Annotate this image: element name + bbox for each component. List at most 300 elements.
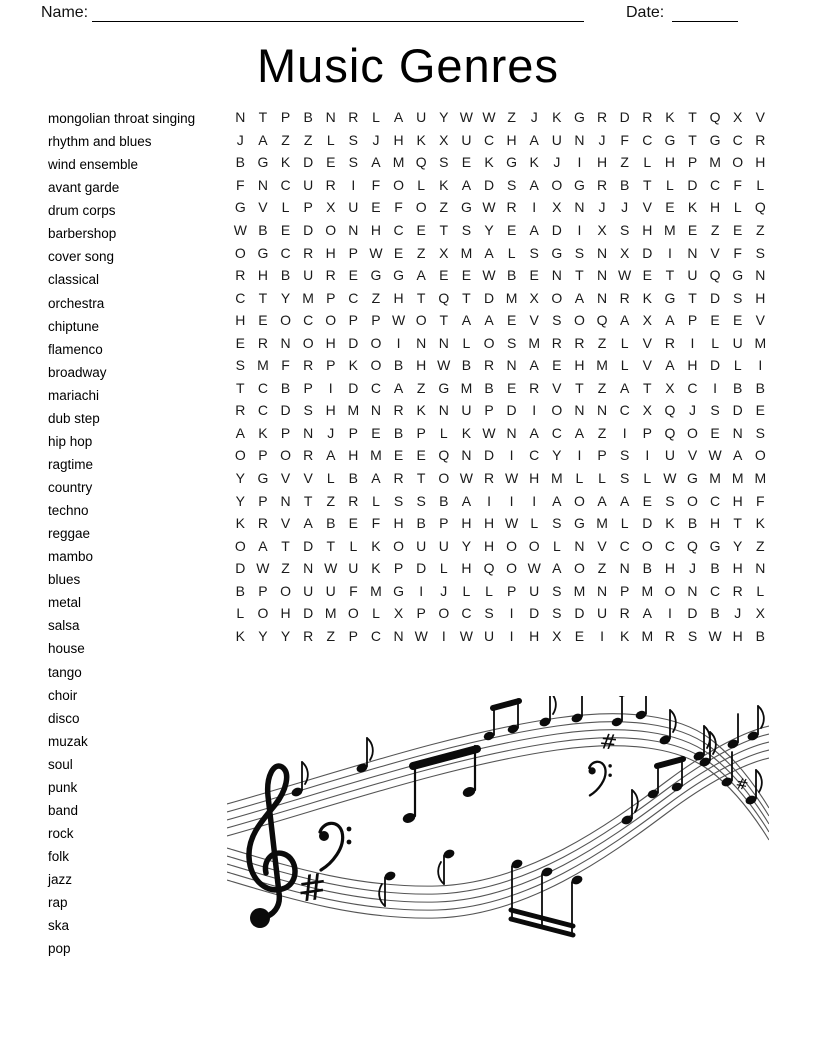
grid-cell: K: [348, 357, 359, 374]
grid-cell: B: [506, 267, 517, 284]
grid-cell: H: [529, 470, 540, 487]
grid-cell: R: [619, 605, 630, 622]
grid-cell: A: [665, 357, 675, 374]
grid-cell: T: [416, 470, 426, 487]
grid-cell: J: [440, 582, 448, 599]
grid-cell: Z: [597, 560, 607, 577]
grid-cell: Q: [483, 560, 495, 577]
word-item: wind ensemble: [48, 157, 139, 173]
grid-cell: R: [393, 470, 404, 487]
grid-cell: V: [755, 109, 765, 126]
grid-cell: R: [574, 334, 585, 351]
grid-cell: M: [528, 334, 541, 351]
grid-cell: M: [754, 334, 767, 351]
grid-cell: T: [258, 109, 268, 126]
grid-cell: P: [303, 379, 313, 396]
grid-cell: U: [438, 537, 449, 554]
word-item: hip hop: [48, 433, 93, 449]
grid-cell: R: [551, 334, 562, 351]
grid-cell: Q: [687, 537, 698, 554]
grid-cell: O: [347, 605, 359, 622]
grid-cell: C: [687, 379, 698, 396]
grid-cell: U: [529, 582, 540, 599]
grid-cell: E: [326, 154, 336, 171]
grid-cell: N: [235, 109, 246, 126]
grid-cell: X: [665, 379, 675, 396]
grid-cell: B: [710, 560, 720, 577]
grid-cell: E: [733, 312, 743, 329]
grid-cell: C: [303, 312, 314, 329]
grid-cell: E: [258, 312, 268, 329]
grid-cell: S: [619, 222, 630, 238]
grid-cell: F: [349, 582, 358, 599]
grid-cell: E: [393, 447, 404, 464]
grid-cell: O: [302, 334, 314, 351]
grid-cell: K: [416, 402, 426, 419]
grid-cell: W: [527, 560, 541, 577]
grid-cell: H: [370, 222, 382, 238]
grid-cell: T: [575, 379, 584, 396]
word-item: dub step: [48, 410, 100, 426]
grid-cell: N: [303, 424, 314, 441]
grid-cell: P: [280, 109, 291, 126]
grid-cell: R: [506, 199, 517, 216]
word-item: mariachi: [48, 387, 100, 403]
grid-cell: X: [439, 244, 449, 261]
grid-cell: F: [281, 357, 290, 374]
grid-cell: P: [258, 492, 268, 509]
grid-cell: H: [416, 357, 427, 374]
grid-cell: E: [755, 402, 765, 419]
grid-cell: A: [552, 560, 562, 577]
grid-cell: V: [258, 199, 268, 216]
grid-cell: Z: [371, 289, 381, 306]
grid-cell: O: [687, 492, 698, 509]
grid-cell: S: [393, 492, 404, 509]
grid-cell: O: [438, 605, 450, 622]
grid-cell: T: [642, 379, 652, 396]
grid-cell: A: [529, 424, 539, 441]
grid-cell: Q: [664, 402, 676, 419]
grid-cell: R: [303, 357, 314, 374]
grid-cell: Z: [303, 131, 313, 148]
grid-cell: H: [687, 357, 698, 374]
grid-cell: L: [643, 470, 652, 487]
grid-cell: D: [551, 222, 562, 238]
grid-cell: D: [483, 289, 495, 306]
grid-cell: P: [280, 424, 291, 441]
grid-cell: M: [257, 357, 269, 374]
grid-cell: H: [483, 537, 495, 554]
grid-cell: R: [596, 176, 608, 193]
grid-cell: A: [574, 424, 585, 441]
grid-cell: O: [732, 154, 744, 171]
grid-cell: X: [597, 222, 607, 238]
grid-cell: H: [710, 515, 721, 532]
grid-cell: Q: [438, 289, 450, 306]
word-item: reggae: [48, 526, 91, 542]
grid-cell: R: [483, 357, 495, 374]
grid-cell: Q: [438, 447, 450, 464]
grid-cell: E: [393, 244, 404, 261]
grid-cell: G: [574, 176, 585, 193]
grid-cell: Z: [597, 424, 607, 441]
grid-cell: E: [552, 357, 562, 374]
grid-cell: W: [233, 222, 247, 238]
grid-cell: H: [642, 222, 653, 238]
grid-cell: O: [325, 312, 337, 329]
grid-cell: P: [439, 515, 449, 532]
grid-cell: L: [372, 605, 380, 622]
grid-cell: V: [642, 357, 652, 374]
grid-cell: H: [506, 131, 517, 148]
grid-cell: C: [280, 176, 291, 193]
grid-cell: G: [460, 199, 472, 216]
grid-cell: I: [509, 605, 514, 622]
grid-cell: O: [393, 176, 405, 193]
grid-cell: P: [619, 582, 630, 599]
grid-cell: B: [416, 515, 426, 532]
grid-cell: C: [235, 289, 246, 306]
grid-cell: E: [506, 379, 517, 396]
music-note-icon: [290, 696, 762, 825]
grid-cell: R: [732, 582, 743, 599]
grid-cell: L: [598, 470, 606, 487]
grid-cell: M: [460, 244, 473, 261]
grid-cell: D: [303, 605, 314, 622]
grid-cell: E: [461, 267, 472, 284]
grid-cell: K: [461, 424, 472, 441]
grid-cell: H: [732, 627, 743, 644]
grid-cell: N: [574, 131, 585, 148]
grid-cell: U: [664, 447, 675, 464]
grid-cell: L: [756, 582, 765, 599]
grid-cell: C: [642, 131, 653, 148]
grid-cell: A: [529, 176, 539, 193]
grid-cell: L: [485, 582, 493, 599]
grid-cell: N: [596, 402, 608, 419]
grid-cell: L: [236, 605, 245, 622]
grid-cell: T: [642, 176, 652, 193]
grid-cell: H: [755, 154, 766, 171]
grid-cell: V: [280, 515, 291, 532]
word-item: rap: [48, 895, 68, 911]
grid-cell: D: [416, 560, 427, 577]
grid-cell: K: [642, 289, 652, 306]
grid-cell: D: [348, 379, 359, 396]
grid-cell: B: [461, 357, 472, 374]
grid-cell: B: [280, 267, 291, 284]
grid-cell: M: [641, 582, 654, 599]
grid-cell: A: [619, 379, 630, 396]
grid-cell: C: [393, 222, 404, 238]
grid-cell: P: [326, 357, 336, 374]
grid-cell: H: [393, 515, 404, 532]
grid-cell: K: [371, 560, 381, 577]
grid-cell: Z: [416, 379, 426, 396]
word-item: classical: [48, 272, 100, 288]
grid-cell: O: [574, 560, 585, 577]
grid-cell: P: [597, 447, 607, 464]
grid-cell: Q: [709, 109, 721, 126]
grid-cell: A: [326, 447, 336, 464]
grid-cell: P: [687, 312, 698, 329]
grid-cell: T: [688, 289, 697, 306]
grid-cell: H: [529, 627, 540, 644]
grid-cell: N: [393, 627, 404, 644]
grid-cell: L: [281, 199, 290, 216]
word-item: ska: [48, 918, 70, 934]
grid-cell: X: [439, 131, 449, 148]
grid-cell: E: [348, 267, 359, 284]
grid-cell: N: [755, 560, 766, 577]
grid-cell: P: [416, 605, 426, 622]
grid-cell: C: [370, 379, 382, 396]
grid-cell: G: [664, 289, 676, 306]
grid-cell: P: [303, 199, 313, 216]
grid-cell: X: [642, 402, 652, 419]
grid-cell: S: [710, 402, 720, 419]
grid-cell: C: [348, 289, 359, 306]
grid-cell: U: [325, 582, 336, 599]
grid-cell: J: [372, 131, 380, 148]
grid-cell: M: [324, 605, 337, 622]
grid-cell: P: [687, 154, 698, 171]
music-notes-graphic: [227, 696, 769, 946]
grid-cell: X: [529, 289, 539, 306]
grid-cell: P: [484, 402, 494, 419]
grid-cell: X: [733, 109, 743, 126]
grid-cell: O: [370, 334, 382, 351]
grid-cell: W: [482, 199, 496, 216]
grid-cell: E: [529, 267, 539, 284]
grid-cell: I: [667, 244, 672, 261]
grid-cell: M: [370, 582, 382, 599]
grid-cell: P: [348, 627, 359, 644]
grid-cell: L: [620, 515, 629, 532]
grid-cell: D: [732, 402, 743, 419]
grid-cell: B: [258, 222, 268, 238]
word-item: rhythm and blues: [48, 134, 152, 150]
grid-cell: Y: [280, 627, 291, 644]
grid-cell: M: [664, 222, 676, 238]
grid-cell: P: [393, 560, 404, 577]
grid-cell: F: [733, 176, 742, 193]
grid-cell: W: [459, 627, 473, 644]
grid-cell: Z: [507, 109, 516, 126]
grid-cell: E: [416, 447, 426, 464]
grid-cell: D: [483, 176, 495, 193]
grid-cell: H: [393, 131, 404, 148]
grid-cell: N: [325, 109, 336, 126]
grid-cell: R: [348, 109, 359, 126]
grid-cell: K: [439, 176, 449, 193]
grid-cell: U: [596, 605, 608, 622]
grid-cell: S: [755, 244, 765, 261]
grid-cell: A: [733, 447, 743, 464]
grid-cell: M: [596, 515, 608, 532]
grid-cell: S: [552, 605, 562, 622]
grid-cell: Y: [552, 447, 562, 464]
grid-cell: Q: [709, 267, 721, 284]
grid-cell: G: [393, 267, 405, 284]
grid-cell: O: [438, 470, 450, 487]
grid-cell: E: [665, 199, 675, 216]
grid-cell: J: [688, 402, 696, 419]
grid-cell: D: [710, 357, 721, 374]
grid-cell: I: [713, 379, 718, 396]
grid-cell: W: [324, 560, 338, 577]
grid-cell: A: [258, 131, 268, 148]
grid-cell: A: [484, 312, 494, 329]
name-line: [92, 21, 584, 22]
grid-cell: K: [619, 627, 630, 644]
grid-cell: I: [509, 492, 514, 509]
grid-cell: D: [687, 605, 698, 622]
grid-cell: L: [372, 109, 380, 126]
grid-cell: R: [755, 131, 766, 148]
grid-cell: F: [733, 244, 742, 261]
grid-cell: W: [459, 109, 473, 126]
grid-cell: S: [439, 154, 449, 171]
grid-cell: N: [619, 560, 630, 577]
word-item: flamenco: [48, 341, 103, 357]
grid-cell: V: [303, 470, 313, 487]
grid-cell: J: [688, 560, 696, 577]
grid-cell: T: [416, 289, 426, 306]
bass-clef-icon: [319, 823, 351, 870]
word-item: avant garde: [48, 180, 120, 196]
grid-cell: O: [506, 560, 518, 577]
letter-grid: [229, 106, 772, 647]
grid-cell: H: [325, 402, 336, 419]
grid-cell: L: [326, 470, 335, 487]
grid-cell: P: [642, 424, 652, 441]
word-item: folk: [48, 849, 70, 864]
grid-cell: Y: [258, 627, 268, 644]
grid-cell: K: [258, 424, 268, 441]
grid-cell: D: [529, 605, 540, 622]
grid-cell: T: [688, 131, 697, 148]
grid-cell: N: [755, 267, 766, 284]
grid-cell: W: [482, 267, 496, 284]
grid-cell: I: [532, 492, 537, 509]
grid-cell: I: [600, 627, 604, 644]
grid-cell: X: [393, 605, 404, 622]
grid-cell: K: [235, 515, 245, 532]
grid-cell: A: [393, 109, 404, 126]
grid-cell: I: [667, 605, 672, 622]
grid-cell: D: [710, 289, 721, 306]
grid-cell: E: [371, 424, 381, 441]
grid-cell: J: [327, 424, 335, 441]
grid-cell: I: [758, 357, 763, 374]
grid-cell: L: [665, 176, 674, 193]
grid-cell: U: [416, 537, 427, 554]
grid-cell: T: [258, 289, 268, 306]
grid-cell: N: [732, 424, 743, 441]
word-item: soul: [48, 756, 73, 772]
grid-cell: R: [619, 289, 630, 306]
grid-cell: N: [574, 402, 585, 419]
grid-cell: N: [551, 267, 562, 284]
grid-cell: C: [710, 492, 721, 509]
grid-cell: L: [620, 334, 629, 351]
grid-cell: M: [551, 470, 563, 487]
grid-cell: B: [303, 109, 313, 126]
grid-cell: C: [732, 131, 743, 148]
grid-cell: B: [393, 424, 404, 441]
grid-cell: N: [596, 244, 608, 261]
grid-cell: L: [326, 131, 335, 148]
grid-cell: G: [257, 244, 269, 261]
grid-cell: S: [506, 334, 517, 351]
grid-cell: S: [619, 447, 630, 464]
grid-cell: L: [711, 334, 719, 351]
grid-cell: U: [687, 267, 698, 284]
grid-cell: Z: [597, 379, 607, 396]
grid-cell: D: [483, 447, 495, 464]
grid-cell: H: [348, 447, 359, 464]
grid-cell: N: [574, 537, 585, 554]
grid-cell: Z: [756, 222, 765, 238]
grid-cell: Q: [754, 199, 766, 216]
grid-cell: V: [687, 447, 698, 464]
grid-cell: D: [506, 402, 517, 419]
grid-cell: C: [483, 131, 495, 148]
grid-cell: I: [532, 199, 537, 216]
grid-cell: O: [280, 447, 291, 464]
grid-cell: G: [393, 582, 405, 599]
word-item: chiptune: [48, 318, 100, 334]
grid-cell: B: [235, 154, 245, 171]
grid-cell: C: [619, 537, 630, 554]
grid-cell: A: [371, 470, 381, 487]
grid-cell: R: [664, 627, 675, 644]
grid-cell: L: [552, 537, 561, 554]
grid-cell: E: [687, 222, 698, 238]
grid-cell: G: [687, 470, 698, 487]
grid-cell: K: [484, 154, 494, 171]
grid-cell: Z: [281, 131, 290, 148]
grid-cell: A: [461, 312, 472, 329]
grid-cell: O: [393, 537, 405, 554]
grid-cell: S: [484, 605, 494, 622]
grid-cell: W: [663, 470, 677, 487]
grid-cell: Y: [235, 492, 245, 509]
grid-cell: F: [620, 131, 629, 148]
grid-cell: T: [281, 537, 290, 554]
grid-cell: J: [734, 605, 742, 622]
grid-cell: W: [414, 627, 428, 644]
grid-cell: X: [326, 199, 336, 216]
grid-cell: L: [462, 582, 471, 599]
grid-cell: N: [438, 334, 449, 351]
grid-cell: S: [529, 244, 539, 261]
grid-cell: A: [665, 312, 675, 329]
word-list: [48, 107, 228, 960]
grid-cell: Z: [326, 627, 336, 644]
grid-cell: P: [506, 582, 517, 599]
grid-cell: N: [506, 424, 517, 441]
word-item: barbershop: [48, 226, 117, 242]
grid-cell: U: [732, 334, 743, 351]
grid-cell: G: [732, 267, 744, 284]
grid-cell: H: [461, 515, 472, 532]
grid-cell: T: [326, 537, 336, 554]
grid-cell: Y: [733, 537, 743, 554]
word-item: muzak: [48, 733, 88, 749]
